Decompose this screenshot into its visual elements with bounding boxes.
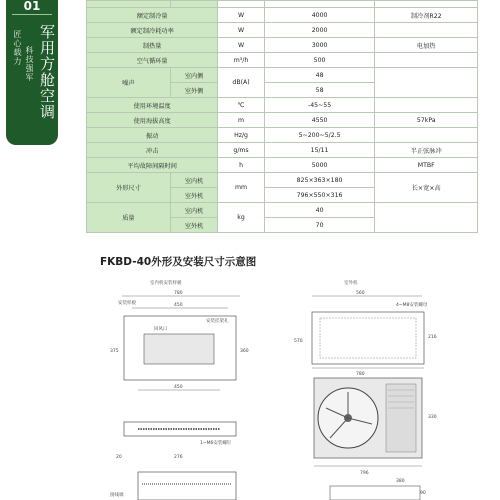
indoor-label-3: 安装挂架孔 [206, 319, 229, 324]
row-value: 4000 [264, 8, 375, 23]
row-label: 使用环境温度 [87, 98, 218, 113]
row-label: 平均故障间隔时间 [87, 158, 218, 173]
row-value [264, 1, 375, 8]
row-remark [375, 68, 478, 98]
row-sub: 室内机 [170, 173, 217, 188]
section-number: 01 [23, 0, 41, 13]
table-row [87, 8, 478, 23]
dim-outdoor-6: 796 [360, 471, 369, 476]
row-label: 噪声 [87, 68, 171, 98]
row-sub: 室内侧 [170, 68, 217, 83]
section-title: 军用方舱空调 [38, 24, 56, 120]
indoor-label-2: 回风口 [154, 327, 168, 332]
dim-outdoor-8: 90 [420, 491, 426, 496]
row-unit: W [218, 38, 264, 53]
dim-indoor-2: 450 [174, 303, 183, 308]
row-unit: W [218, 23, 264, 38]
indoor-unit-drawing [108, 272, 258, 500]
table-row [87, 23, 478, 38]
row-value: 70 [264, 218, 375, 233]
row-remark [375, 98, 478, 113]
outdoor-unit-drawing [290, 272, 450, 500]
table-row [87, 143, 478, 158]
row-label [87, 1, 171, 8]
row-label: 使用海拔高度 [87, 113, 218, 128]
dim-outdoor-1: 560 [356, 291, 365, 296]
row-value: 4550 [264, 113, 375, 128]
indoor-top-label: 室内机安装样板 [150, 281, 182, 286]
row-label: 外形尺寸 [87, 173, 171, 203]
row-remark [375, 53, 478, 68]
row-unit: m³/h [218, 53, 264, 68]
row-value: 2000 [264, 23, 375, 38]
row-unit: h [218, 158, 264, 173]
row-sub [170, 1, 217, 8]
dim-indoor-1: 780 [174, 291, 183, 296]
dim-outdoor-4: 780 [356, 372, 365, 377]
table-row [87, 158, 478, 173]
row-unit [218, 1, 264, 8]
divider [12, 14, 52, 15]
row-label: 冲击 [87, 143, 218, 158]
row-value: 3000 [264, 38, 375, 53]
row-value: 5000 [264, 158, 375, 173]
row-label: 振动 [87, 128, 218, 143]
row-value: -45~55 [264, 98, 375, 113]
table-row [87, 38, 478, 53]
row-label: 制热量 [87, 38, 218, 53]
table-row [87, 173, 478, 188]
row-remark [375, 203, 478, 233]
dim-outdoor-3: 216 [428, 335, 437, 340]
row-remark: 制冷剂R22 [375, 8, 478, 23]
dim-outdoor-2: 570 [294, 339, 303, 344]
row-label: 额定制冷量 [87, 8, 218, 23]
table-row [87, 53, 478, 68]
row-unit: kg [218, 203, 264, 233]
row-sub: 室外机 [170, 188, 217, 203]
drawing-heading: FKBD-40外形及安装尺寸示意图 [100, 256, 257, 268]
indoor-label-4: 1~M6安装螺钉 [200, 441, 232, 446]
row-remark [375, 128, 478, 143]
dim-indoor-7: 20 [116, 455, 122, 460]
section-tab [6, 0, 58, 145]
row-sub: 室内机 [170, 203, 217, 218]
spec-table [86, 0, 478, 233]
sidebar [0, 0, 62, 500]
spec-table-body [87, 1, 478, 233]
table-row [87, 1, 478, 8]
row-remark: 长×宽×高 [375, 173, 478, 203]
row-value: 796×550×316 [264, 188, 375, 203]
row-label: 额定制冷耗功率 [87, 23, 218, 38]
row-remark: 半正弦脉冲 [375, 143, 478, 158]
dim-indoor-4: 360 [240, 349, 249, 354]
row-sub: 室外机 [170, 218, 217, 233]
row-value: 40 [264, 203, 375, 218]
row-unit: mm [218, 173, 264, 203]
row-unit: W [218, 8, 264, 23]
bottom-label: 接线端 [110, 493, 124, 498]
dim-indoor-5: 450 [174, 385, 183, 390]
indoor-label-1: 安装样板 [118, 301, 136, 306]
row-unit: g/ms [218, 143, 264, 158]
row-remark: 电加热 [375, 38, 478, 53]
row-label: 空气循环量 [87, 53, 218, 68]
row-unit: Hz/g [218, 128, 264, 143]
dim-indoor-3: 375 [110, 349, 119, 354]
table-row [87, 203, 478, 218]
row-unit: m [218, 113, 264, 128]
row-label: 质量 [87, 203, 171, 233]
row-value: 48 [264, 68, 375, 83]
outdoor-label-1: 4~M8安装螺母 [396, 303, 428, 308]
row-sub: 室外侧 [170, 83, 217, 98]
row-value: 825×363×180 [264, 173, 375, 188]
row-remark: MTBF [375, 158, 478, 173]
row-unit: ℃ [218, 98, 264, 113]
section-subtitle-2: 科技强军 [25, 46, 34, 82]
outdoor-top-label: 室外机 [344, 281, 358, 286]
table-row [87, 68, 478, 83]
dim-outdoor-7: 380 [396, 479, 405, 484]
row-value: 5~200~5/2.5 [264, 128, 375, 143]
section-subtitle-1: 匠心载力 [13, 30, 22, 66]
dim-indoor-6: 276 [174, 455, 183, 460]
row-value: 500 [264, 53, 375, 68]
row-remark [375, 1, 478, 8]
dim-outdoor-5: 330 [428, 415, 437, 420]
row-remark [375, 23, 478, 38]
row-unit: dB(A) [218, 68, 264, 98]
table-row [87, 113, 478, 128]
row-value: 15/11 [264, 143, 375, 158]
row-value: 58 [264, 83, 375, 98]
table-row [87, 128, 478, 143]
row-remark: 57kPa [375, 113, 478, 128]
table-row [87, 98, 478, 113]
